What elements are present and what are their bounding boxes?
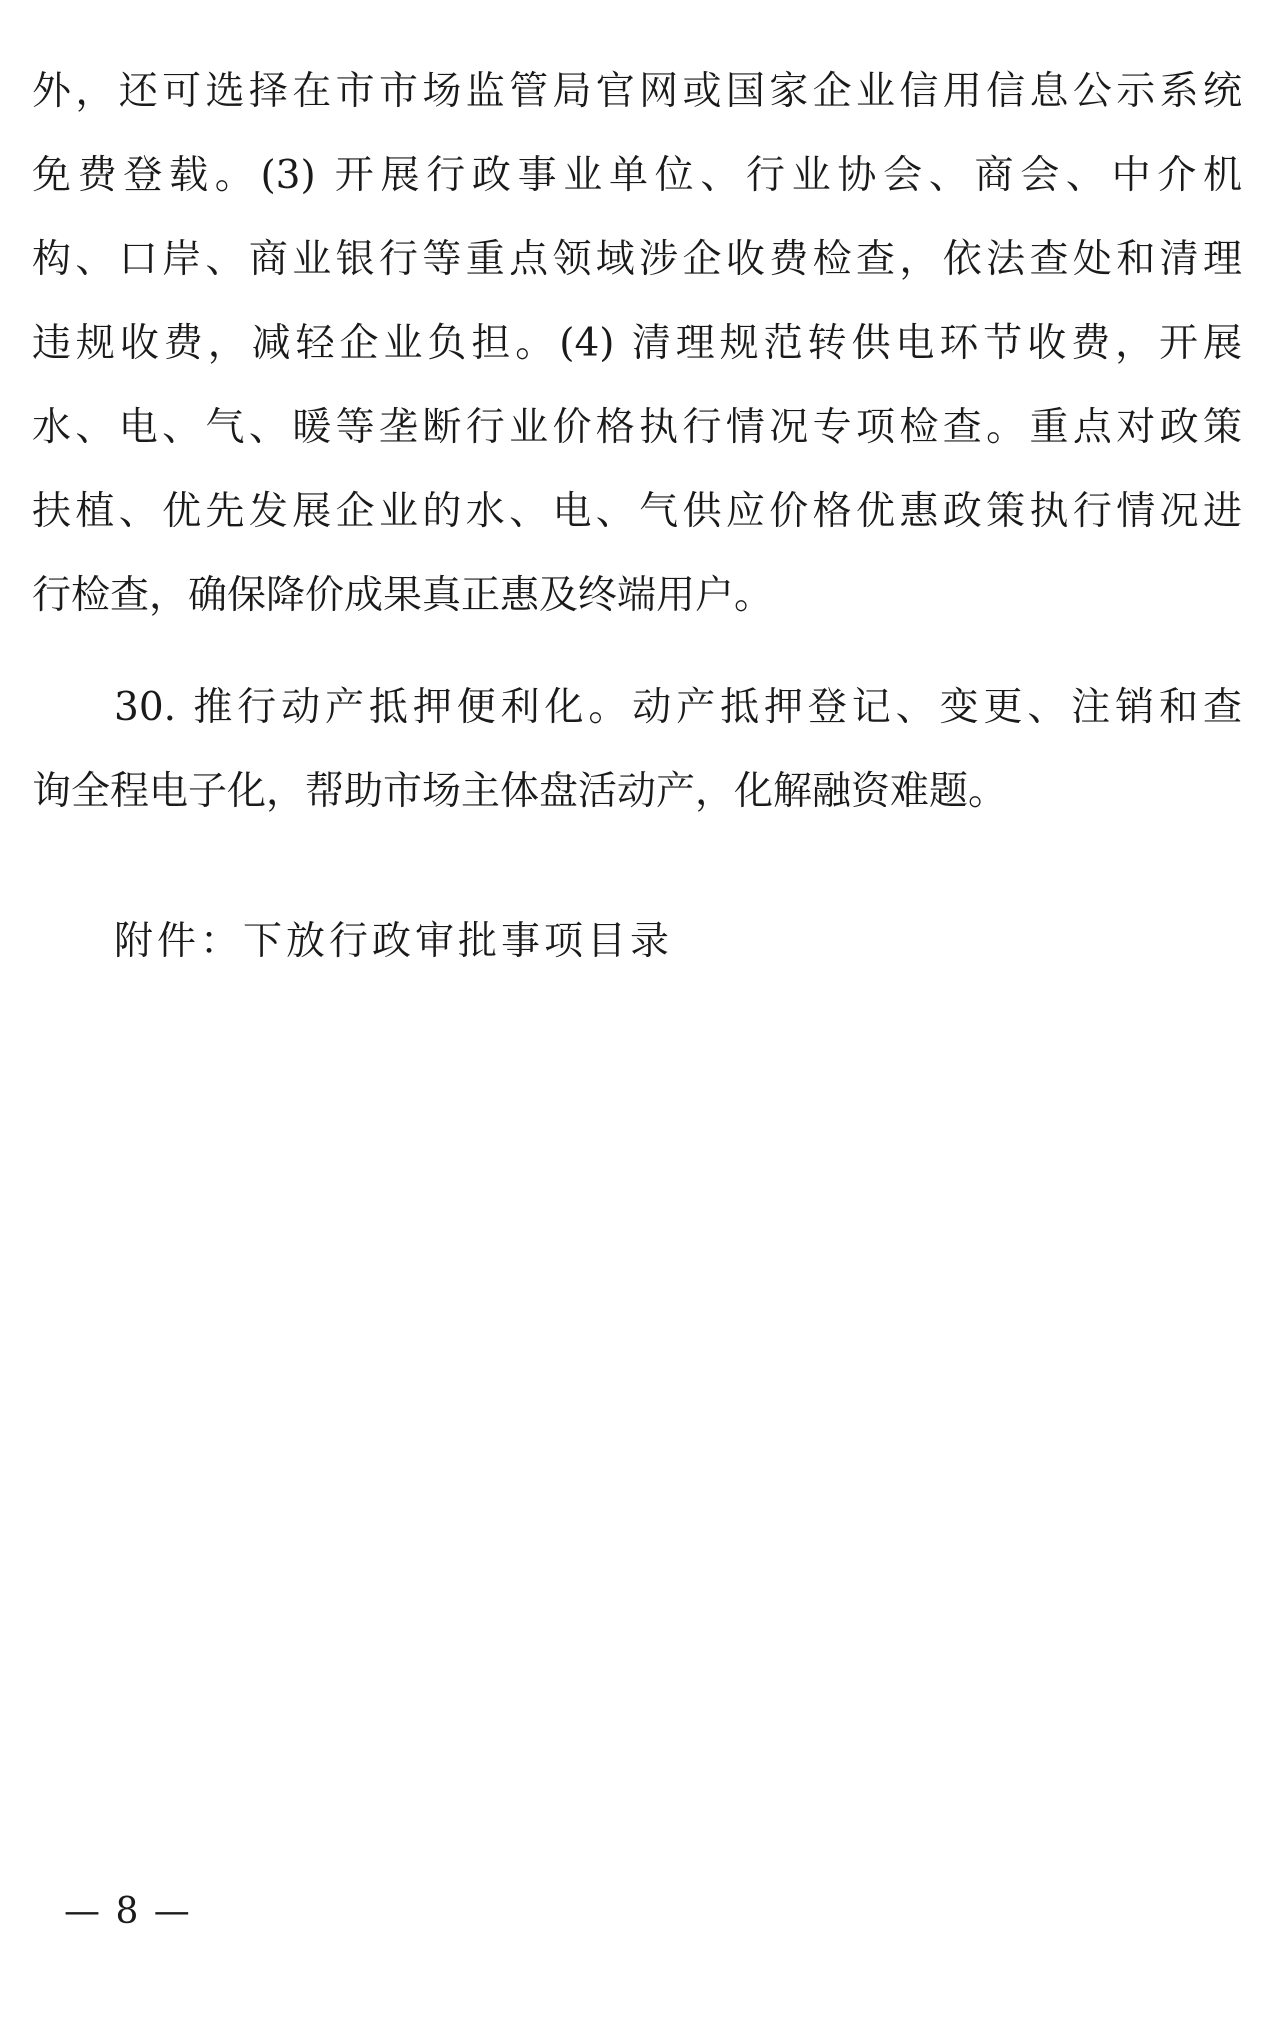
paragraph-line: 构、口岸、商业银行等重点领域涉企收费检查，依法查处和清理 (32, 237, 1242, 282)
paragraph-line: 违规收费，减轻企业负担。(4) 清理规范转供电环节收费，开展 (32, 321, 1242, 366)
paragraph-line: 扶植、优先发展企业的水、电、气供应价格优惠政策执行情况进 (32, 489, 1242, 534)
paragraph-line: 行检查，确保降价成果真正惠及终端用户。 (32, 573, 774, 618)
paragraph-line: 询全程电子化，帮助市场主体盘活动产，化解融资难题。 (32, 769, 1008, 814)
paragraph-line: 外，还可选择在市市场监管局官网或国家企业信用信息公示系统 (32, 69, 1242, 114)
attachment-note: 附件：下放行政审批事项目录 (114, 919, 674, 964)
paragraph-line: 30. 推行动产抵押便利化。动产抵押登记、变更、注销和查 (114, 685, 1242, 730)
paragraph-line: 水、电、气、暖等垄断行业价格执行情况专项检查。重点对政策 (32, 405, 1242, 450)
page-number: — 8 — (64, 1891, 192, 1932)
paragraph-line: 免费登载。(3) 开展行政事业单位、行业协会、商会、中介机 (32, 153, 1242, 198)
